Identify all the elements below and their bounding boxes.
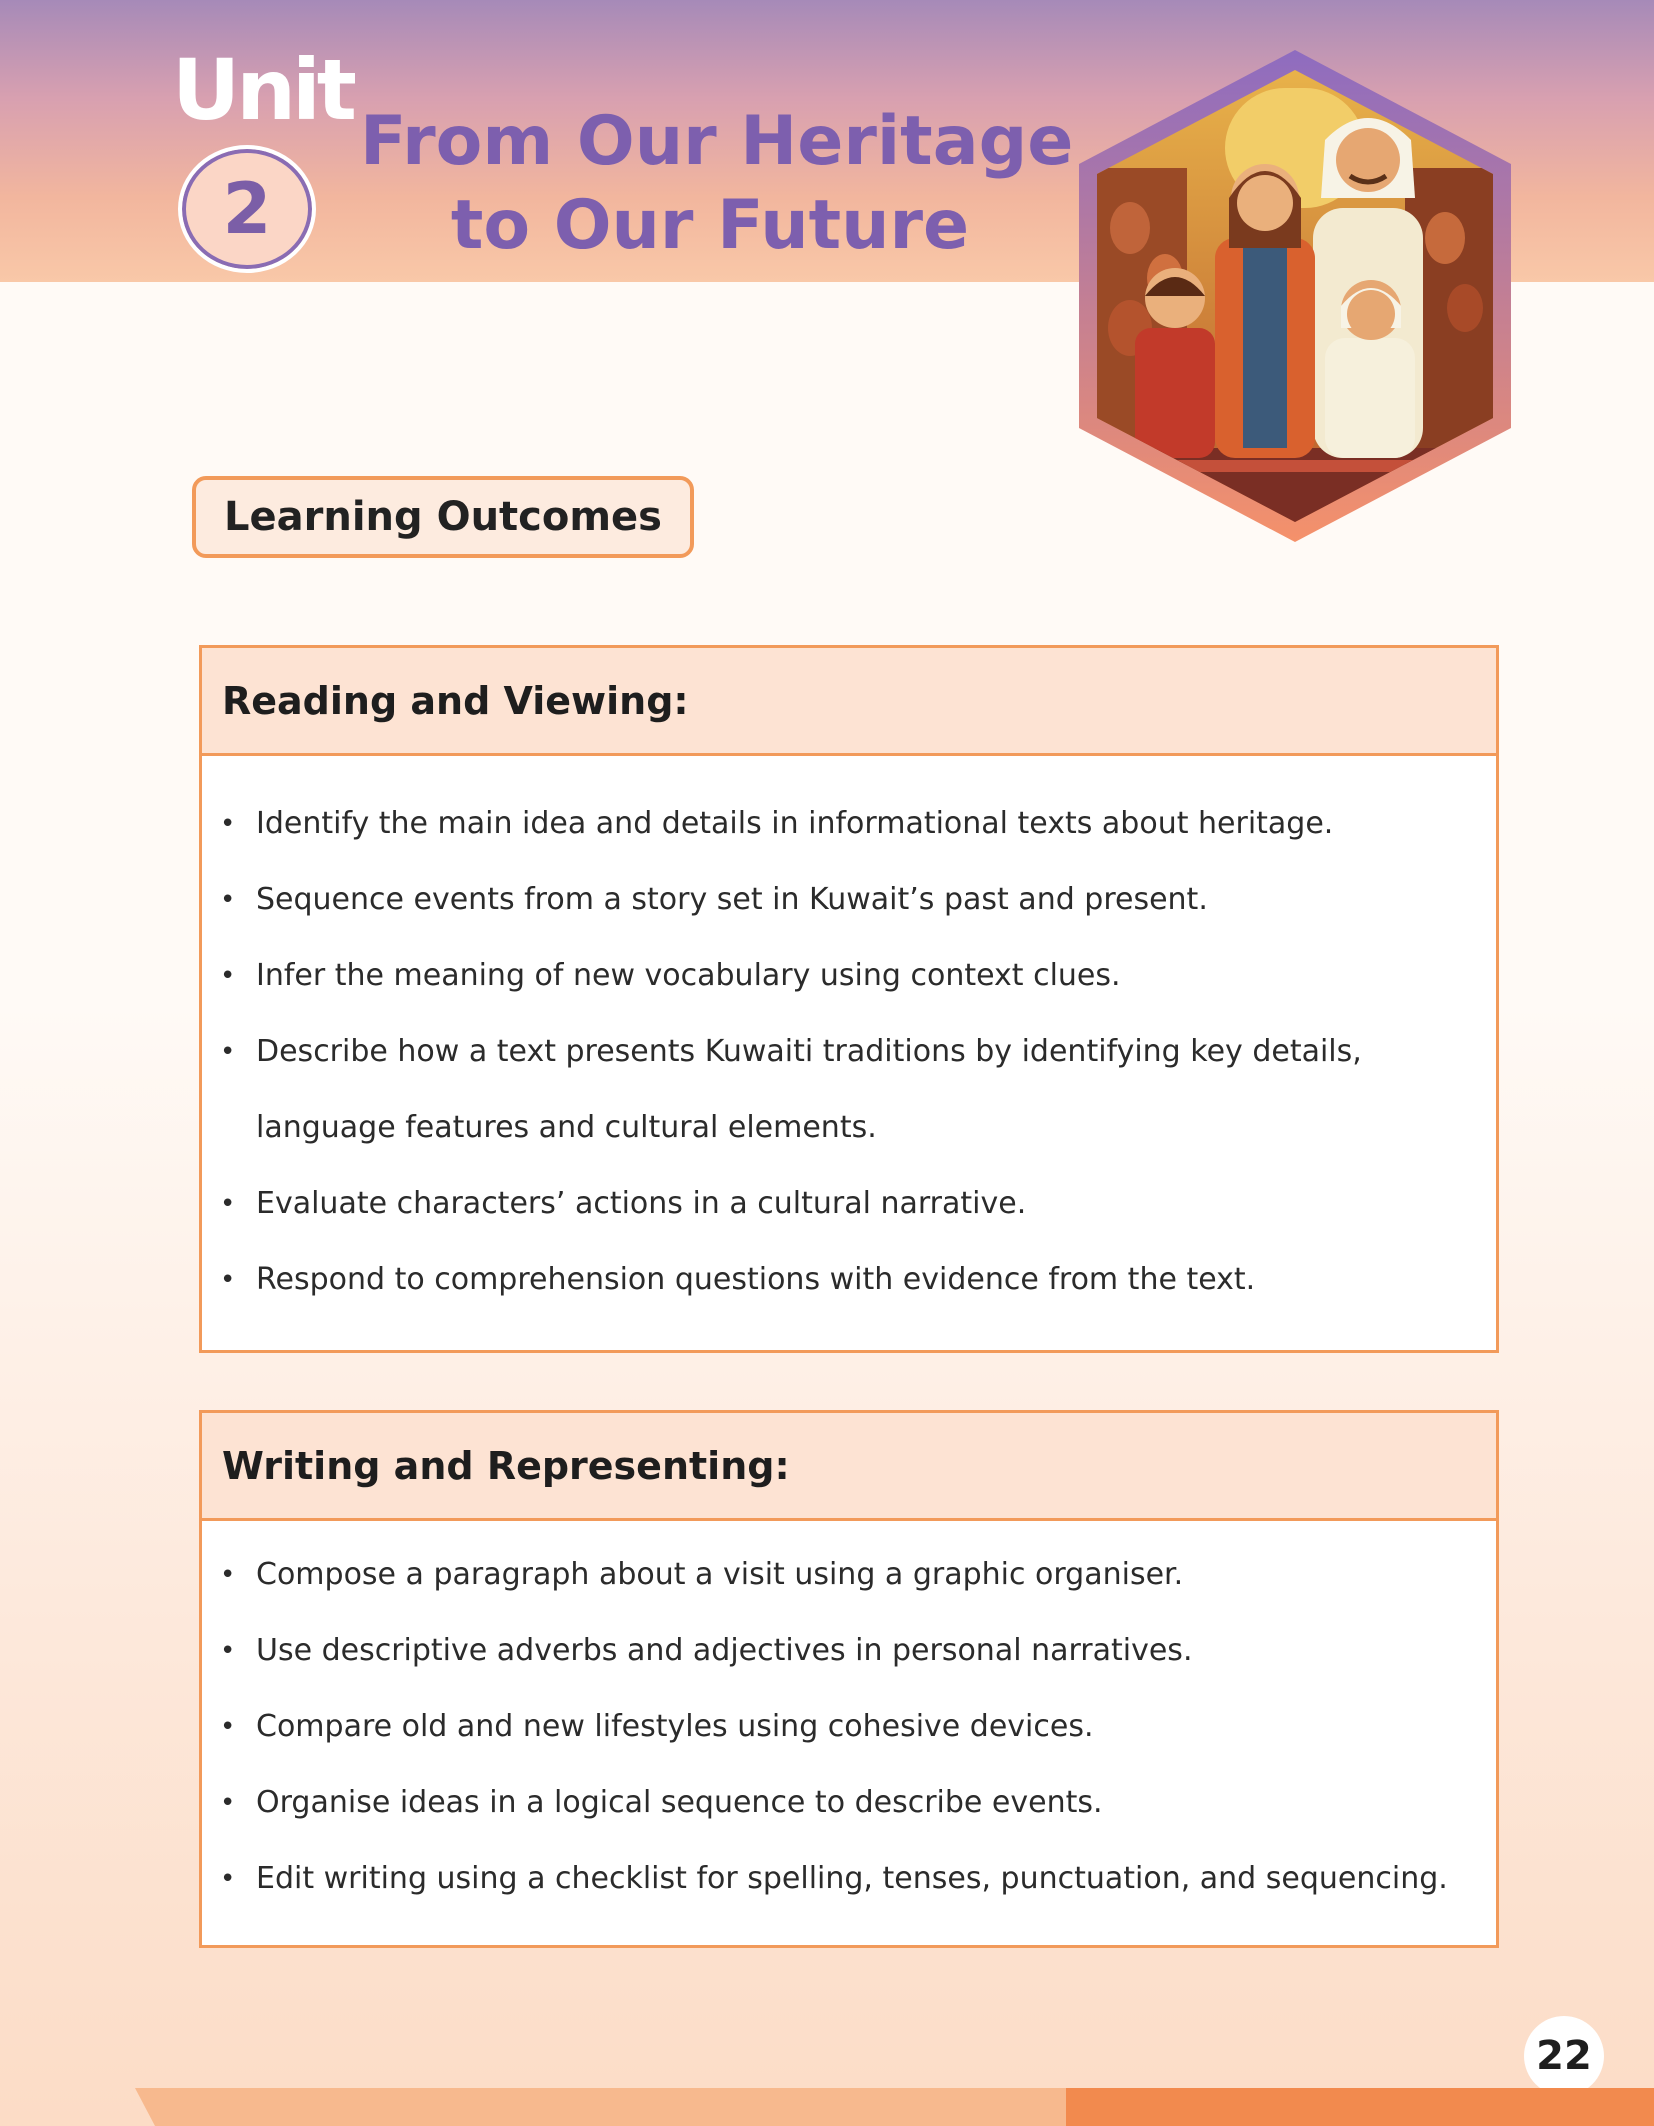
page-number-badge	[1524, 2016, 1604, 2096]
list-item: • Organise ideas in a logical sequence to describe events.	[218, 1765, 1496, 1841]
list-item: • Compare old and new lifestyles using cohesive devices.	[218, 1689, 1496, 1765]
page-number: 22	[1536, 2033, 1592, 2079]
family-illustration-svg	[1075, 48, 1515, 548]
writing-representing-header	[202, 1413, 1496, 1521]
reading-outcomes-list	[202, 756, 1496, 1318]
title-line-2: to Our Future	[450, 186, 970, 265]
list-item: • Describe how a text presents Kuwaiti traditions by identifying key details,	[218, 1014, 1496, 1090]
bottom-decorative-bar	[0, 2088, 1654, 2126]
writing-outcomes-list	[202, 1521, 1496, 1917]
writing-representing-panel	[199, 1410, 1499, 1948]
list-item: • Evaluate characters’ actions in a cultural narrative.	[218, 1166, 1496, 1242]
title-line-1: From Our Heritage	[360, 102, 1074, 181]
reading-viewing-heading: Reading and Viewing:	[222, 678, 689, 723]
unit-number: 2	[222, 168, 272, 250]
list-item: • Compose a paragraph about a visit using a graphic organiser.	[218, 1537, 1496, 1613]
list-item: • Use descriptive adverbs and adjectives in personal narratives.	[218, 1613, 1496, 1689]
list-item: • Identify the main idea and details in informational texts about heritage.	[218, 786, 1496, 862]
unit-number-badge	[178, 145, 316, 273]
learning-outcomes-label: Learning Outcomes	[224, 494, 662, 540]
page-title	[360, 100, 1074, 268]
list-item: • Sequence events from a story set in Kuwait’s past and present.	[218, 862, 1496, 938]
reading-viewing-panel	[199, 645, 1499, 1353]
unit-label: Unit	[172, 41, 353, 139]
list-item: • Edit writing using a checklist for spelling, tenses, punctuation, and sequencing.	[218, 1841, 1496, 1917]
list-item: • Respond to comprehension questions with evidence from the text.	[218, 1242, 1496, 1318]
reading-viewing-header	[202, 648, 1496, 756]
learning-outcomes-label-box	[192, 476, 694, 558]
writing-representing-heading: Writing and Representing:	[222, 1443, 790, 1488]
list-item: • Infer the meaning of new vocabulary using context clues.	[218, 938, 1496, 1014]
family-illustration	[1075, 48, 1515, 548]
list-item-continuation: language features and cultural elements.	[256, 1110, 877, 1145]
